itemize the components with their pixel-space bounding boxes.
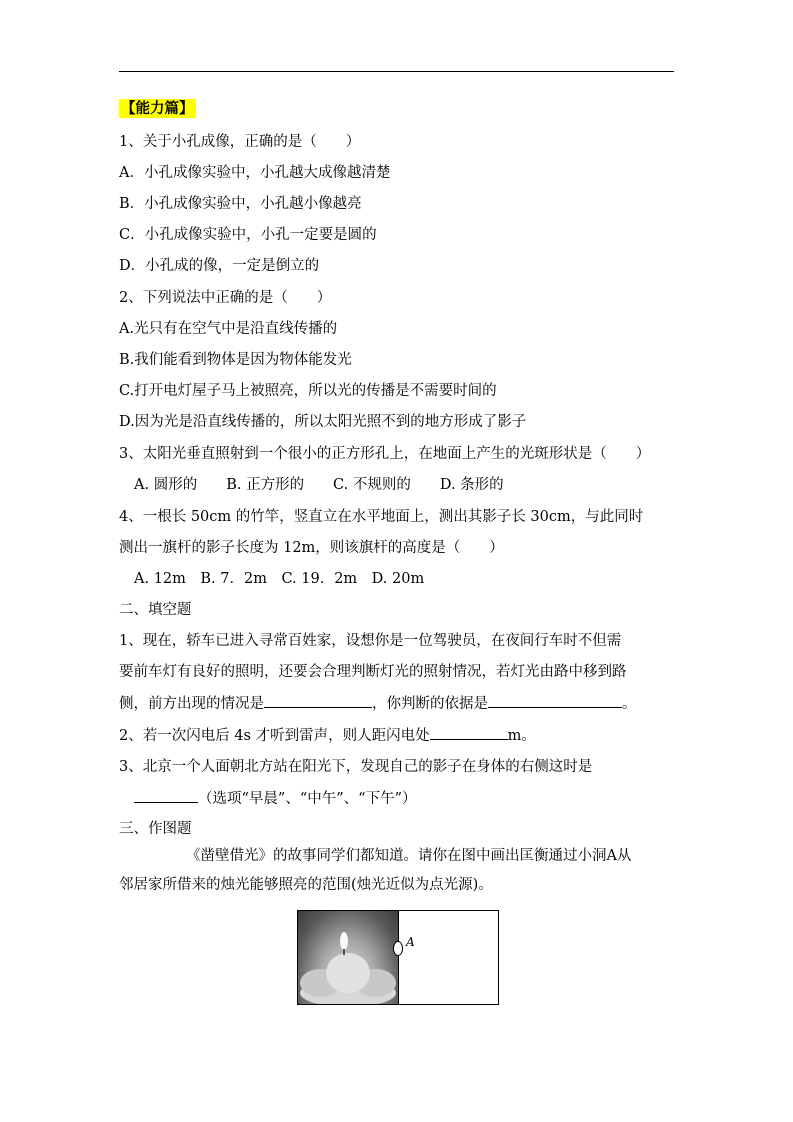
candle-figure — [297, 910, 499, 1005]
q1-option-c: C．小孔成像实验中，小孔一定要是圆的 — [119, 227, 377, 243]
q4-stem-line2: 测出一旗杆的影子长度为 12m，则该旗杆的高度是（ ） — [119, 540, 504, 556]
d1-line2: 邻居家所借来的烛光能够照亮的范围(烛光近似为点光源)。 — [119, 877, 493, 893]
f3-line2-text: （选项“早晨”、“中午”、“下午”） — [198, 791, 417, 807]
f2-text-b: m。 — [507, 728, 536, 744]
q1-option-d: D．小孔成的像，一定是倒立的 — [119, 258, 320, 274]
q1-option-a: A．小孔成像实验中，小孔越大成像越清楚 — [119, 165, 391, 181]
f3-line2 — [134, 788, 416, 809]
q2-stem: 2、下列说法中正确的是（ ） — [119, 290, 332, 306]
f1-line3-a: 侧，前方出现的情况是 — [119, 696, 264, 712]
f1-blank-1[interactable] — [264, 693, 372, 708]
q2-option-c: C.打开电灯屋子马上被照亮，所以光的传播是不需要时间的 — [119, 383, 497, 399]
q1-stem: 1、关于小孔成像，正确的是（ ） — [119, 134, 361, 150]
hole-a — [393, 941, 403, 956]
f3-blank[interactable] — [134, 788, 198, 803]
q4-options: A. 12m B. 7．2m C. 19．2m D. 20m — [134, 571, 425, 587]
q2-option-a: A.光只有在空气中是沿直线传播的 — [119, 321, 338, 337]
f2-blank[interactable] — [430, 725, 508, 740]
f2-line — [119, 725, 536, 746]
section-label — [119, 99, 196, 119]
q1-option-b: B．小孔成像实验中，小孔越小像越亮 — [119, 196, 362, 212]
f1-line2: 要前车灯有良好的照明，还要会合理判断灯光的照射情况，若灯光由路中移到路 — [119, 664, 627, 680]
d1-line1: 《凿壁借光》的故事同学们都知道。请你在图中画出匡衡通过小洞A从 — [186, 848, 632, 864]
f1-blank-2[interactable] — [488, 693, 622, 708]
candle-illustration — [298, 911, 398, 1004]
q3-stem: 3、太阳光垂直照射到一个很小的正方形孔上，在地面上产生的光斑形状是（ ） — [119, 446, 651, 462]
f1-line3-b: ，你判断的依据是 — [372, 696, 488, 712]
section-label-text: 【能力篇】 — [121, 100, 194, 117]
q3-options: A. 圆形的 B. 正方形的 C. 不规则的 D. 条形的 — [134, 477, 504, 493]
fill-section-title: 二、填空题 — [119, 602, 192, 618]
q4-stem-line1: 4、一根长 50cm 的竹竿，竖直立在水平地面上，测出其影子长 30cm，与此同时 — [119, 509, 644, 525]
candle-photo — [298, 911, 398, 1004]
hole-label: A — [406, 935, 415, 949]
draw-section-title: 三、作图题 — [119, 821, 192, 837]
f3-line1: 3、北京一个人面朝北方站在阳光下，发现自己的影子在身体的右侧这时是 — [119, 759, 593, 775]
q2-option-d: D.因为光是沿直线传播的，所以太阳光照不到的地方形成了影子 — [119, 414, 527, 430]
header-rule — [119, 71, 674, 72]
f1-line3-c: 。 — [622, 696, 637, 712]
f2-text-a: 2、若一次闪电后 4s 才听到雷声，则人距闪电处 — [119, 728, 430, 744]
q2-option-b: B.我们能看到物体是因为物体能发光 — [119, 352, 352, 368]
wall-line — [398, 911, 399, 1004]
f1-line3 — [119, 693, 637, 714]
f1-line1: 1、现在，轿车已进入寻常百姓家，设想你是一位驾驶员，在夜间行车时不但需 — [119, 633, 622, 649]
